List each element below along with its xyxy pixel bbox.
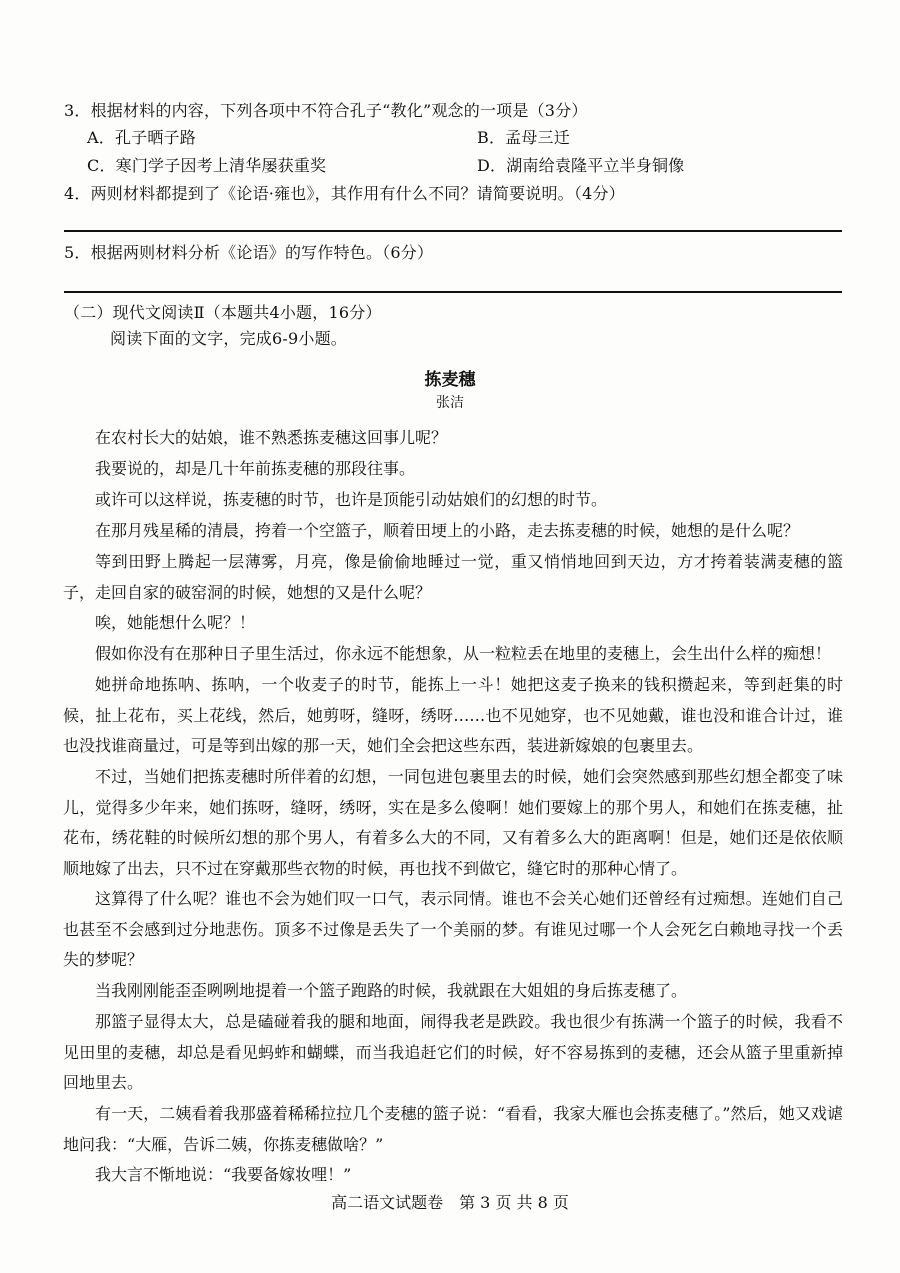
paragraph: 当我刚刚能歪歪咧咧地提着一个篮子跑路的时候，我就跟在大姐姐的身后拣麦穗了。 — [95, 981, 688, 1000]
paragraph: 这算得了什么呢？谁也不会为她们叹一口气，表示同情。谁也不会关心她们还曾经有过痴想。连她们自己也甚至不会感到过分地悲伤。顶多不过像是丢失了一个美丽的梦。有谁见过哪一个人会死乞白赖地寻找一个丢失的梦呢？ — [63, 889, 843, 969]
question-3-option-d: D．湖南给袁隆平立半身铜像 — [477, 156, 685, 175]
paragraph: 在农村长大的姑娘，谁不熟悉拣麦穗这回事儿呢？ — [95, 428, 448, 447]
paragraph: 不过，当她们把拣麦穗时所伴着的幻想，一同包进包裹里去的时候，她们会突然感到那些幻想全都变了味儿，觉得多少年来，她们拣呀，缝呀，绣呀，实在是多么傻啊！她们要嫁上的那个男人，和她们在拣麦穗，扯花布，绣花鞋的时候所幻想的那个男人，有着多么大的不同，又有着多么大的距离啊！但是，她们还是依依顺顺地嫁了出去，只不过在穿戴那些衣物的时候，再也找不到做它，缝它时的那种心情了。 — [63, 767, 843, 878]
paragraph: 我要说的，却是几十年前拣麦穗的那段往事。 — [95, 459, 416, 478]
article-title: 拣麦穗 — [424, 370, 476, 390]
paragraph: 唉，她能想什么呢？！ — [95, 613, 256, 632]
question-3-option-c: C．寒门学子因考上清华屡获重奖 — [87, 156, 327, 175]
question-3-option-a: A．孔子晒子路 — [87, 128, 196, 147]
question-3-option-b: B．孟母三迁 — [477, 128, 570, 147]
question-5: 5．根据两则材料分析《论语》的写作特色。（6分） — [64, 243, 434, 262]
answer-line-q5 — [64, 291, 842, 293]
paragraph: 我大言不惭地说：“我要备嫁妆哩！” — [95, 1165, 352, 1184]
paragraph: 有一天，二姨看着我那盛着稀稀拉拉几个麦穗的篮子说：“看看，我家大雁也会拣麦穗了。”然后，她又戏谑地问我：“大雁，告诉二姨，你拣麦穗做啥？” — [63, 1104, 843, 1154]
article-author: 张洁 — [436, 395, 464, 411]
paragraph: 等到田野上腾起一层薄雾，月亮，像是偷偷地睡过一觉，重又悄悄地回到天边，方才挎着装满麦穗的篮子，走回自家的破窑洞的时候，她想的又是什么呢？ — [63, 552, 843, 602]
paragraph: 那篮子显得太大，总是磕碰着我的腿和地面，闹得我老是跌跤。我也很少有拣满一个篮子的时候，我看不见田里的麦穗，却总是看见蚂蚱和蝴蝶，而当我追赶它们的时候，好不容易拣到的麦穗，还会从篮子里重新掉回地里去。 — [63, 1012, 843, 1092]
question-4: 4．两则材料都提到了《论语·雍也》，其作用有什么不同？请简要说明。（4分） — [64, 184, 625, 203]
answer-line-q4 — [64, 230, 842, 232]
paragraph: 她拼命地拣呐、拣呐，一个收麦子的时节，能拣上一斗！她把这麦子换来的钱积攒起来，等到赶集的时候，扯上花布，买上花线，然后，她剪呀，缝呀，绣呀……也不见她穿，也不见她戴，谁也没和谁合计过，谁也没找谁商量过，可是等到出嫁的那一天，她们全会把这些东西，装进新嫁娘的包裹里去。 — [63, 675, 843, 755]
paragraph: 或许可以这样说，拣麦穗的时节，也许是顶能引动姑娘们的幻想的时节。 — [95, 490, 608, 509]
paragraph: 在那月残星稀的清晨，挎着一个空篮子，顺着田埂上的小路，走去拣麦穗的时候，她想的是什么呢？ — [95, 521, 800, 540]
question-3-stem: 3．根据材料的内容，下列各项中不符合孔子“教化”观念的一项是（3分） — [64, 101, 588, 120]
page-footer: 高二语文试题卷 第 3 页 共 8 页 — [331, 1193, 569, 1212]
paragraph: 假如你没有在那种日子里生活过，你永远不能想象，从一粒粒丢在地里的麦穗上，会生出什么样的痴想！ — [95, 644, 832, 663]
section-instruction: 阅读下面的文字，完成6-9小题。 — [110, 329, 347, 348]
section-heading: （二）现代文阅读Ⅱ（本题共4小题，16分） — [64, 303, 382, 322]
